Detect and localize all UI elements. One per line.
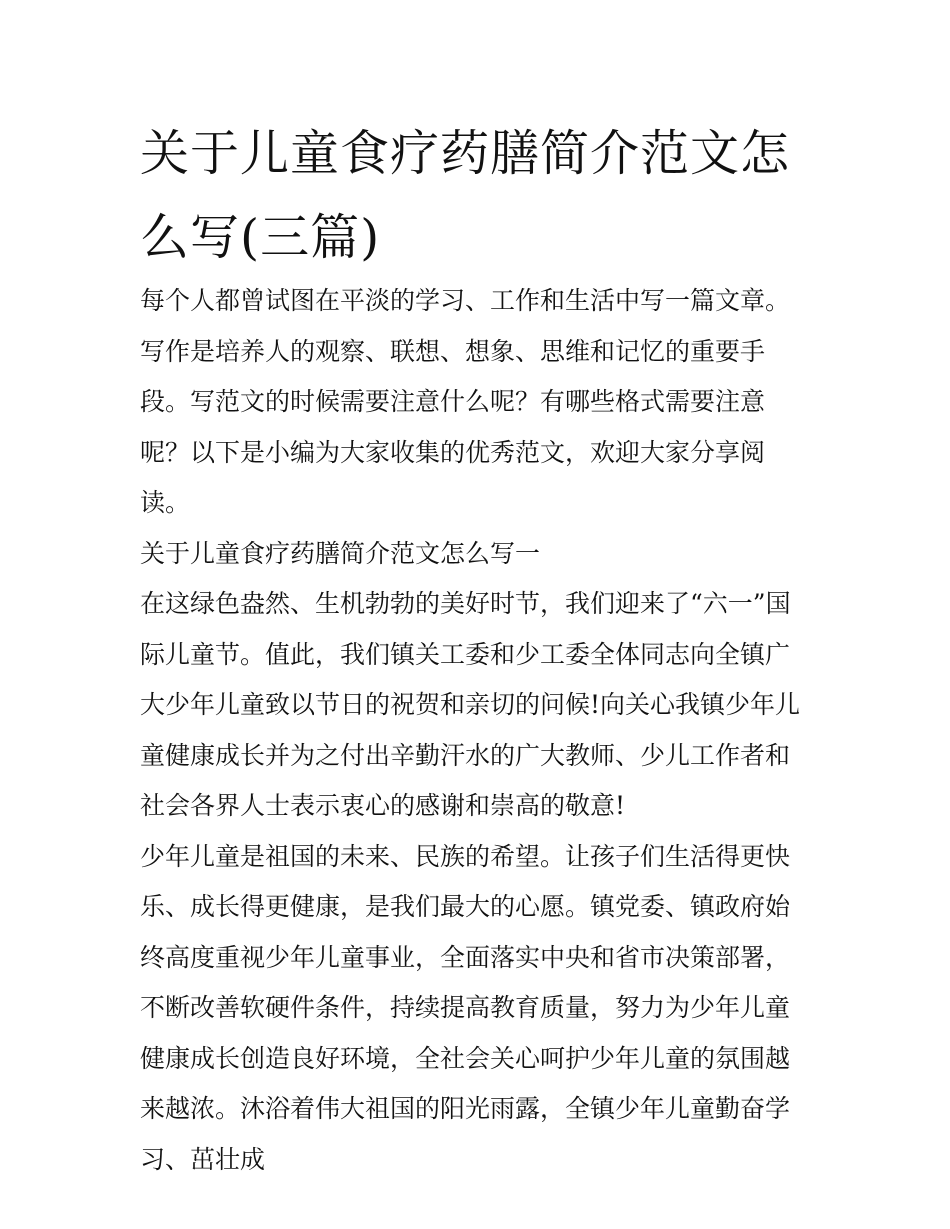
intro-paragraph: 每个人都曾试图在平淡的学习、工作和生活中写一篇文章。写作是培养人的观察、联想、想象、思维和记忆的重要手段。写范文的时候需要注意什么呢？有哪些格式需要注意呢？以下是小编为大家收集的优秀范文，欢迎大家分享阅读。 [140,286,791,517]
body-paragraph-2: 少年儿童是祖国的未来、民族的希望。让孩子们生活得更快乐、成长得更健康，是我们最大的心愿。镇党委、镇政府始终高度重视少年儿童事业，全面落实中央和省市决策部署，不断改善软硬件条件，持续提高教育质量，努力为少年儿童健康成长创造良好环境，全社会关心呵护少年儿童的氛围越来越浓。沐浴着伟大祖国的阳光雨露，全镇少年儿童勤奋学习、茁壮成 [140,841,791,1174]
section-heading: 关于儿童食疗药膳简介范文怎么写一 [140,538,541,568]
document-body [140,276,812,1185]
body-paragraph-1: 在这绿色盎然、生机勃勃的美好时节，我们迎来了“六一”国际儿童节。值此，我们镇关工委和少工委全体同志向全镇广大少年儿童致以节日的祝贺和亲切的问候!向关心我镇少年儿童健康成长并为之付出辛勤汗水的广大教师、少儿工作者和社会各界人士表示衷心的感谢和崇高的敬意! [140,589,801,820]
document-title: 关于儿童食疗药膳简介范文怎么写(三篇) [140,125,791,266]
